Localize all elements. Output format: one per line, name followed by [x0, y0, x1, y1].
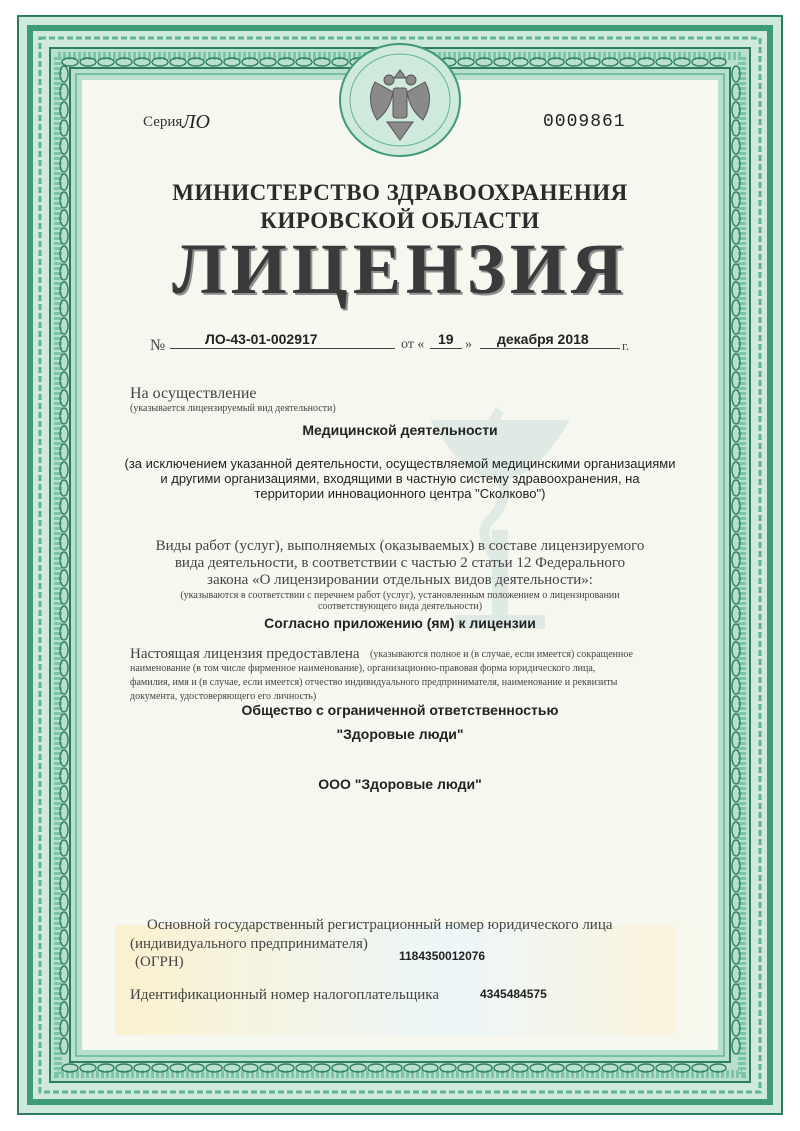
licensee-hint-inline: (указываются полное и (в случае, если имеется) сокращенное — [370, 649, 633, 660]
date-quote-close: » — [465, 337, 472, 352]
licensee-hint — [130, 662, 658, 704]
series-label: Серия — [143, 114, 183, 130]
works-label-line2: вида деятельности, в соответствии с частью 2 статьи 12 Федерального — [174, 555, 626, 571]
activity-value: Медицинской деятельности — [302, 422, 498, 438]
licensee-hint-line3: фамилия, имя и (в случае, если имеется) отчество индивидуального предпринимателя, наименование и реквизиты — [130, 677, 618, 688]
inn-value: 4345484575 — [480, 987, 547, 1001]
registration-day: 19 — [438, 331, 454, 347]
licensee-label: Настоящая лицензия предоставлена — [130, 646, 360, 662]
ogrn-label-line1: Основной государственный регистрационный номер юридического лица — [147, 917, 613, 933]
activity-exclusion-line2: и другими организациями, входящими в частную систему здравоохранения, на — [160, 471, 640, 486]
date-from-label: от « — [401, 337, 425, 352]
works-label-line3: закона «О лицензировании отдельных видов деятельности»: — [207, 572, 593, 588]
ogrn-label-line2: (индивидуального предпринимателя) — [130, 936, 368, 952]
coat-of-arms-icon — [335, 40, 465, 160]
ogrn-label-line3: (ОГРН) — [135, 954, 184, 970]
licensee-short-name: ООО "Здоровые люди" — [318, 776, 482, 792]
registration-month-year: декабря 2018 — [497, 331, 589, 347]
licensee-hint-line4: документа, удостоверяющего его личность) — [130, 691, 317, 702]
activity-exclusion-line1: (за исключением указанной деятельности, осуществляемой медицинскими организациями — [124, 456, 676, 471]
works-label-line1: Виды работ (услуг), выполняемых (оказываемых) в составе лицензируемого — [155, 538, 645, 554]
works-hint-line1: (указываются в соответствии с перечнем работ (услуг), установленным положением о лицензировании — [180, 590, 620, 601]
works-value: Согласно приложению (ям) к лицензии — [264, 615, 536, 631]
year-suffix: г. — [622, 338, 630, 353]
registration-number: ЛО-43-01-002917 — [205, 331, 318, 347]
series-value: ЛО — [182, 111, 210, 133]
inn-label: Идентификационный номер налогоплательщика — [130, 987, 440, 1003]
license-title: ЛИЦЕНЗИЯ — [172, 229, 628, 309]
activity-label: На осуществление — [130, 385, 257, 402]
works-hint — [120, 590, 680, 612]
ministry-title-line1: МИНИСТЕРСТВО ЗДРАВООХРАНЕНИЯ — [172, 180, 628, 205]
number-underline — [170, 348, 395, 349]
ministry-title-line2: КИРОВСКОЙ ОБЛАСТИ — [260, 208, 540, 233]
works-hint-line2: соответствующего вида деятельности) — [317, 601, 483, 612]
works-label — [120, 538, 680, 589]
ogrn-value: 1184350012076 — [399, 949, 486, 963]
activity-hint: (указывается лицензируемый вид деятельности) — [130, 403, 336, 414]
licensee-hint-line2: наименование (в том числе фирменное наименование), организационно-правовая форма юридического лица, — [130, 663, 596, 674]
activity-exclusion-line3: территории инновационного центра "Сколково") — [254, 486, 546, 501]
licensee-full-name-line1: Общество с ограниченной ответственностью — [241, 702, 559, 718]
month-underline — [480, 348, 620, 349]
activity-exclusion — [100, 456, 700, 501]
day-underline — [430, 348, 462, 349]
licensee-full-name-line2: "Здоровые люди" — [336, 726, 464, 742]
number-label: № — [150, 337, 166, 354]
form-number: 0009861 — [543, 112, 626, 132]
